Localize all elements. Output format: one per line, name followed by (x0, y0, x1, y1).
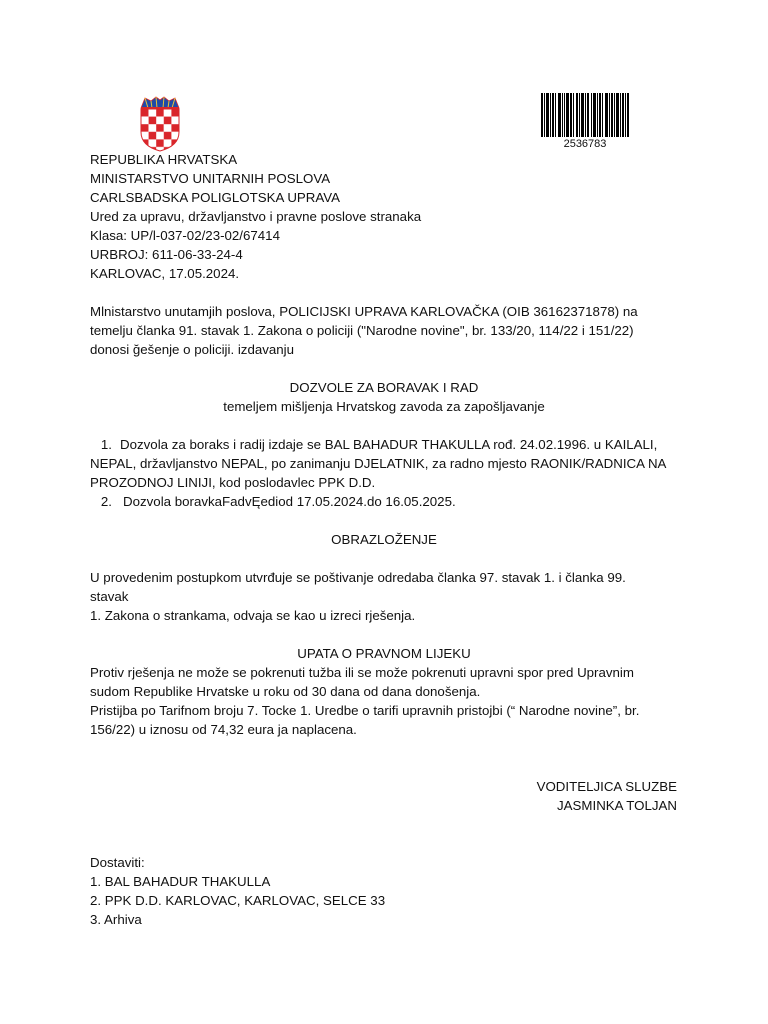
signature-title: VODITELJICA SLUZBE (536, 779, 677, 794)
delivery-label: Dostaviti: (90, 855, 145, 870)
barcode (541, 93, 629, 137)
intro-line: donosi ğešenje o policiji. izdavanju (90, 342, 295, 357)
item-text: Dozvola boravkaFadvĘediod 17.05.2024.do 16.05.2025. (123, 494, 456, 509)
reasoning-line: 1. Zakona o strankama, odvaja se kao u izreci rješenja. (90, 608, 416, 623)
signature-name: JASMINKA TOLJAN (557, 798, 677, 813)
header-office: Ured za upravu, državljanstvo i pravne poslove stranaka (90, 209, 422, 224)
item-text-continued: PROZODNOJ LINIJI, kod poslodavlec PPK D.D. (90, 475, 376, 490)
decision-subtitle: temeljem mišljenja Hrvatskog zavoda za zapošljavanje (223, 399, 545, 414)
header-administration: CARLSBADSKA POLIGLOTSKA UPRAVA (90, 190, 341, 205)
header-urbroj: URBROJ: 611-06-33-24-4 (90, 247, 243, 262)
list-item (90, 435, 657, 454)
header-country: REPUBLIKA HRVATSKA (90, 152, 238, 167)
legal-remedy-line: Pristijba po Tarifnom broju 7. Tocke 1. Uredbe o tarifi upravnih pristojbi (“ Narodne novine”, br. (90, 703, 640, 718)
reasoning-line: U provedenim postupkom utvrđuje se poštivanje odredaba članka 97. stavak 1. i članka 99. (90, 570, 626, 585)
item-number: 1. (100, 437, 112, 452)
reasoning-title: OBRAZLOŽENJE (331, 532, 437, 547)
item-number: 2. (100, 494, 112, 509)
intro-line: Mlnistarstvo unutamjih poslova, POLICIJSKI UPRAVA KARLOVAČKA (OIB 36162371878) na (90, 304, 638, 319)
header-ministry: MINISTARSTVO UNITARNIH POSLOVA (90, 171, 331, 186)
legal-remedy-line: Protiv rješenja ne može se pokrenuti tužba ili se može pokrenuti upravni spor pred Upravnim (90, 665, 634, 680)
header-place-date: KARLOVAC, 17.05.2024. (90, 266, 240, 281)
delivery-item: 1. BAL BAHADUR THAKULLA (90, 874, 271, 889)
decision-title: DOZVOLE ZA BORAVAK I RAD (289, 380, 479, 395)
coat-of-arms-icon (139, 96, 181, 152)
item-text-continued: NEPAL, državljanstvo NEPAL, po zanimanju DJELATNIK, za radno mjesto RAONIK/RADNICA NA (90, 456, 667, 471)
item-text: Dozvola za boraks i radij izdaje se BAL BAHADUR THAKULLA rođ. 24.02.1996. u KAILALI, (120, 437, 658, 452)
list-item (90, 492, 456, 511)
reasoning-line: stavak (90, 589, 129, 604)
legal-remedy-line: 156/22) u iznosu od 74,32 eura ja naplacena. (90, 722, 357, 737)
legal-remedy-line: sudom Republike Hrvatske u roku od 30 dana od dana donošenja. (90, 684, 481, 699)
header-class: Klasa: UP/l-037-02/23-02/67414 (90, 228, 280, 243)
legal-remedy-title: UPATA O PRAVNOM LIJEKU (297, 646, 471, 661)
barcode-number: 2536783 (563, 138, 607, 150)
intro-line: temelju članka 91. stavak 1. Zakona o policiji ("Narodne novine", br. 133/20, 114/22 i 151/22) (90, 323, 634, 338)
delivery-item: 2. PPK D.D. KARLOVAC, KARLOVAC, SELCE 33 (90, 893, 386, 908)
delivery-item: 3. Arhiva (90, 912, 142, 927)
crest-crown (141, 97, 179, 109)
